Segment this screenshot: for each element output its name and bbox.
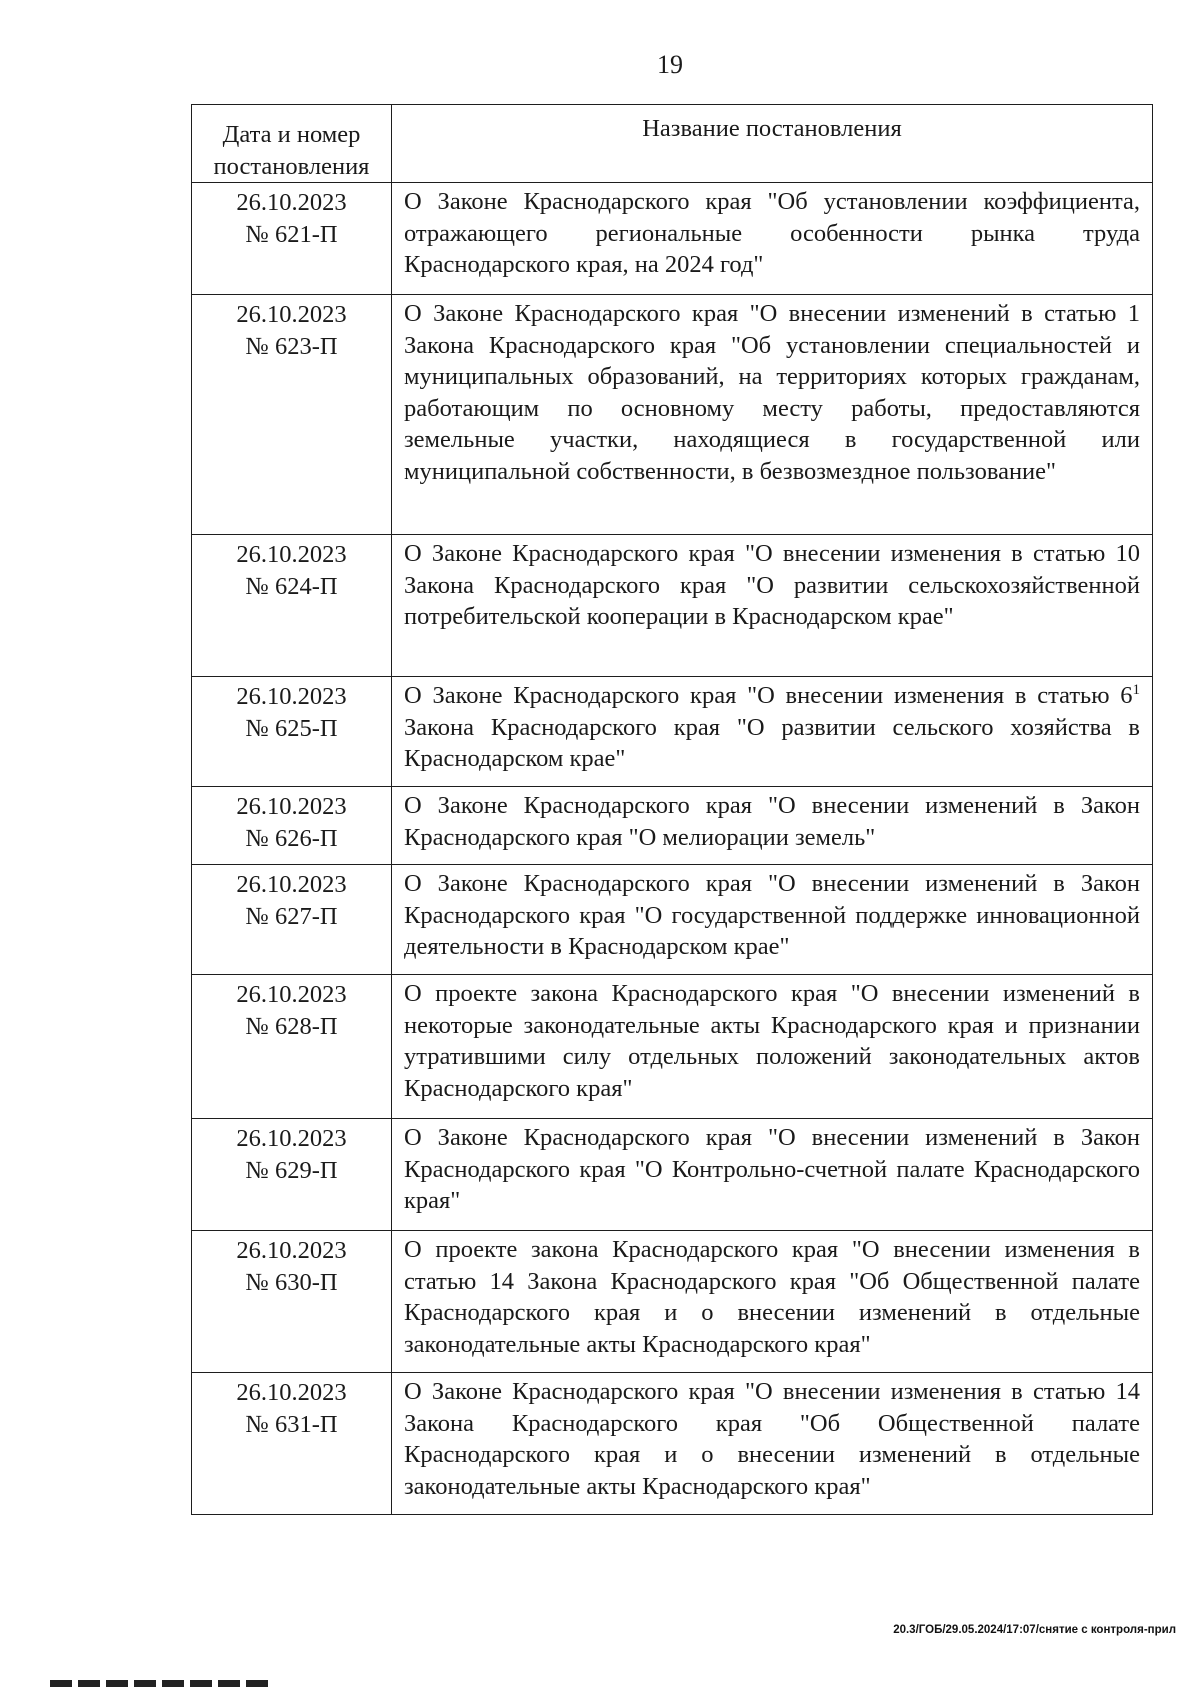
date-number-cell <box>192 183 392 295</box>
table-row <box>192 535 1153 677</box>
decree-number: № 630-П <box>245 1268 338 1296</box>
decree-title: О Законе Краснодарского края "Об установлении коэффициента, отражающего региональные особенности рынка труда Краснодарского края, на 2024 год" <box>392 183 1153 295</box>
table-row <box>192 865 1153 975</box>
superscript-index: 1 <box>1132 681 1140 698</box>
decree-number: № 629-П <box>245 1156 338 1184</box>
header-title: Название постановления <box>392 105 1153 183</box>
decree-title-part: О Законе Краснодарского края "О внесении изменения в статью 6 <box>404 682 1133 709</box>
date-number-cell <box>192 787 392 865</box>
decrees-table <box>191 104 1153 1515</box>
date-number-cell <box>192 1119 392 1231</box>
page-number: 19 <box>657 50 683 79</box>
decree-date: 26.10.2023 <box>236 301 347 328</box>
decree-title: О Законе Краснодарского края "О внесении изменения в статью 10 Закона Краснодарского края "О развитии сельскохозяйственной потребительской кооперации в Краснодарском крае" <box>392 535 1153 677</box>
decree-date: 26.10.2023 <box>236 683 347 710</box>
decree-number: № 626-П <box>245 824 338 852</box>
decree-title-part: Закона Краснодарского края "О развитии сельского хозяйства в Краснодарском крае" <box>404 713 1140 772</box>
decree-title: О проекте закона Краснодарского края "О внесении изменений в некоторые законодательные акты Краснодарского края и признании утратившими силу отдельных положений законодательных актов Краснодарского края" <box>392 975 1153 1119</box>
table-row <box>192 677 1153 787</box>
date-number-cell <box>192 295 392 535</box>
table-row <box>192 1231 1153 1373</box>
decree-date: 26.10.2023 <box>236 871 347 898</box>
decree-number: № 623-П <box>245 332 338 360</box>
table-row <box>192 1119 1153 1231</box>
date-number-cell <box>192 677 392 787</box>
decree-date: 26.10.2023 <box>236 541 347 568</box>
decree-title <box>392 677 1153 787</box>
table-row <box>192 295 1153 535</box>
decree-title: О Законе Краснодарского края "О внесении изменений в Закон Краснодарского края "О Контрольно-счетной палате Краснодарского края" <box>392 1119 1153 1231</box>
decree-title: О Законе Краснодарского края "О внесении изменения в статью 14 Закона Краснодарского края "Об Общественной палате Краснодарского края и о внесении изменений в отдельные законодательные акты Краснодарского края" <box>392 1373 1153 1515</box>
decree-date: 26.10.2023 <box>236 981 347 1008</box>
decree-number: № 631-П <box>245 1410 338 1438</box>
decree-date: 26.10.2023 <box>236 1125 347 1152</box>
decree-title: О Законе Краснодарского края "О внесении изменений в статью 1 Закона Краснодарского края "Об установлении специальностей и муниципальных образований, на территориях которых гражданам, работающим по основному месту работы, предоставляются земельные участки, находящиеся в государственной или муниципальной собственности, в безвозмездное пользование" <box>392 295 1153 535</box>
date-number-cell <box>192 535 392 677</box>
decree-number: № 621-П <box>245 220 338 248</box>
table-header-row <box>192 105 1153 183</box>
table-row <box>192 1373 1153 1515</box>
table-row <box>192 183 1153 295</box>
decree-date: 26.10.2023 <box>236 1237 347 1264</box>
scan-border-marks <box>50 1680 310 1687</box>
decree-date: 26.10.2023 <box>236 1379 347 1406</box>
date-number-cell <box>192 1231 392 1373</box>
date-number-cell <box>192 975 392 1119</box>
decree-title: О Законе Краснодарского края "О внесении изменений в Закон Краснодарского края "О мелиорации земель" <box>392 787 1153 865</box>
decree-number: № 627-П <box>245 902 338 930</box>
decree-title: О Законе Краснодарского края "О внесении изменений в Закон Краснодарского края "О государственной поддержке инновационной деятельности в Краснодарском крае" <box>392 865 1153 975</box>
registration-stamp: 20.3/ГОБ/29.05.2024/17:07/снятие с контроля-прил <box>893 1624 1176 1636</box>
decree-title: О проекте закона Краснодарского края "О внесении изменения в статью 14 Закона Краснодарского края "Об Общественной палате Краснодарского края и о внесении изменений в отдельные законодательные акты Краснодарского края" <box>392 1231 1153 1373</box>
decree-number: № 625-П <box>245 714 338 742</box>
decree-date: 26.10.2023 <box>236 793 347 820</box>
decree-number: № 624-П <box>245 572 338 600</box>
table-row <box>192 787 1153 865</box>
date-number-cell <box>192 865 392 975</box>
header-date-number: Дата и номер постановления <box>192 105 392 183</box>
decree-number: № 628-П <box>245 1012 338 1040</box>
date-number-cell <box>192 1373 392 1515</box>
table-row <box>192 975 1153 1119</box>
decree-date: 26.10.2023 <box>236 189 347 216</box>
